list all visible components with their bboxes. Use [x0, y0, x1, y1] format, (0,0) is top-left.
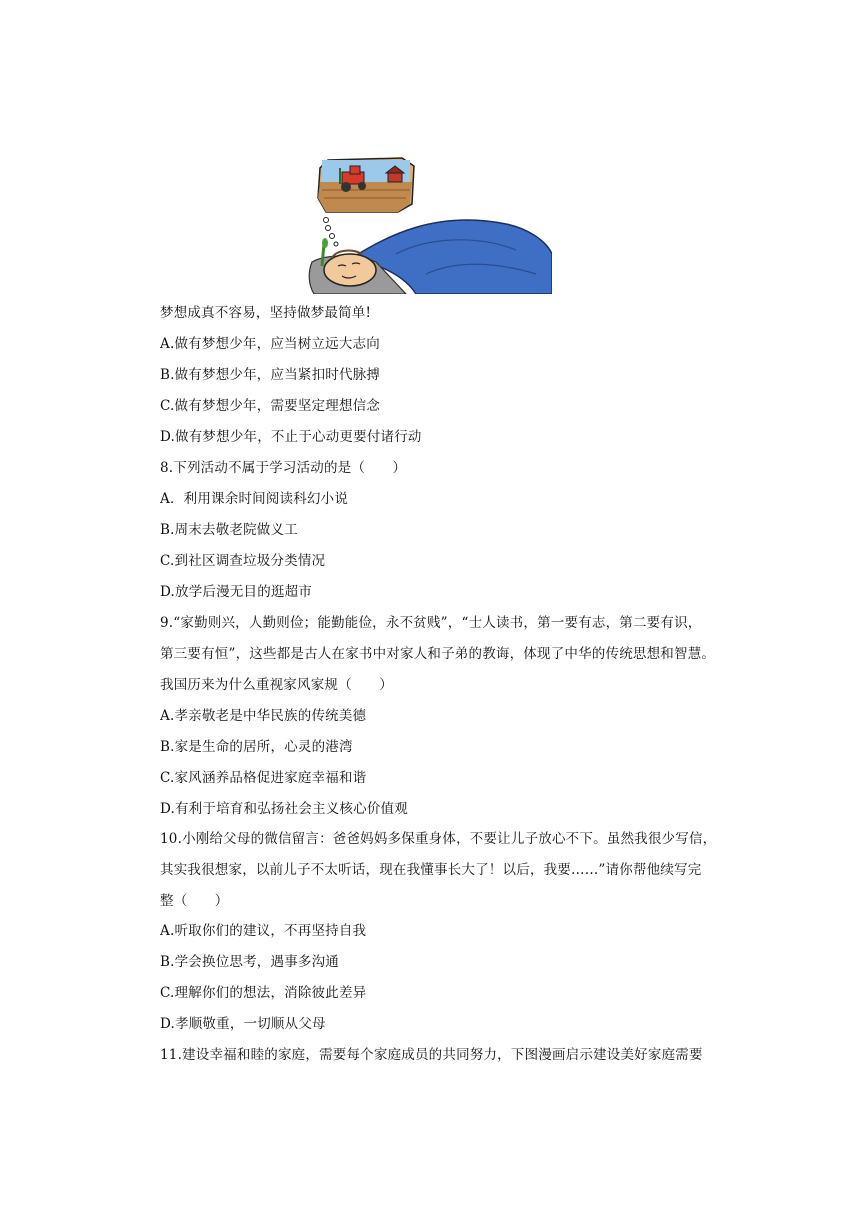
q11-stem-line-1: 11.建设幸福和睦的家庭，需要每个家庭成员的共同努力，下图漫画启示建设美好家庭需要	[160, 1047, 703, 1063]
q7-option-c: C.做有梦想少年，需要坚定理想信念	[160, 398, 381, 414]
q9-option-c: C.家风涵养品格促进家庭幸福和谐	[160, 770, 367, 786]
q10-option-c: C.理解你们的想法，消除彼此差异	[160, 985, 367, 1001]
q10-option-b: B.学会换位思考，遇事多沟通	[160, 954, 340, 970]
q10-stem-line-1: 10.小刚给父母的微信留言：爸爸妈妈多保重身体，不要让儿子放心不下。虽然我很少写信，	[160, 831, 717, 847]
q8-option-c: C.到社区调查垃圾分类情况	[160, 553, 326, 569]
q7-option-a: A.做有梦想少年，应当树立远大志向	[160, 336, 380, 352]
q9-option-d: D.有利于培育和弘扬社会主义核心价值观	[160, 801, 408, 817]
q8-option-a: A．利用课余时间阅读科幻小说	[160, 491, 349, 507]
q10-option-d: D.孝顺敬重，一切顺从父母	[160, 1016, 326, 1032]
q8-stem: 8.下列活动不属于学习活动的是（ ）	[160, 460, 407, 476]
q9-stem-line-3: 我国历来为什么重视家风家规（ ）	[160, 677, 393, 693]
q8-option-d: D.放学后漫无目的逛超市	[160, 584, 313, 600]
q7-option-d: D.做有梦想少年，不止于心动更要付诸行动	[160, 429, 422, 445]
q9-stem-line-1: 9.“家勤则兴，人勤则俭；能勤能俭，永不贫贱”，“士人读书，第一要有志，第二要有识，	[160, 615, 702, 631]
q10-stem-line-2: 其实我很想家，以前儿子不太听话，现在我懂事长大了！以后，我要……”请你帮他续写完	[160, 862, 702, 878]
q7-option-b: B.做有梦想少年，应当紧扣时代脉搏	[160, 367, 381, 383]
q10-stem-line-3: 整（ ）	[160, 893, 229, 909]
q8-option-b: B.周末去敬老院做义工	[160, 522, 298, 538]
dream-cartoon-illustration	[306, 154, 552, 294]
q9-option-b: B.家是生命的居所，心灵的港湾	[160, 739, 353, 755]
q9-stem-line-2: 第三要有恒”，这些都是古人在家书中对家人和子弟的教诲，体现了中华的传统思想和智慧。	[160, 646, 716, 662]
intro-text: 梦想成真不容易，坚持做梦最简单!	[160, 305, 372, 321]
q10-option-a: A.听取你们的建议，不再坚持自我	[160, 923, 367, 939]
q9-option-a: A.孝亲敬老是中华民族的传统美德	[160, 708, 367, 724]
